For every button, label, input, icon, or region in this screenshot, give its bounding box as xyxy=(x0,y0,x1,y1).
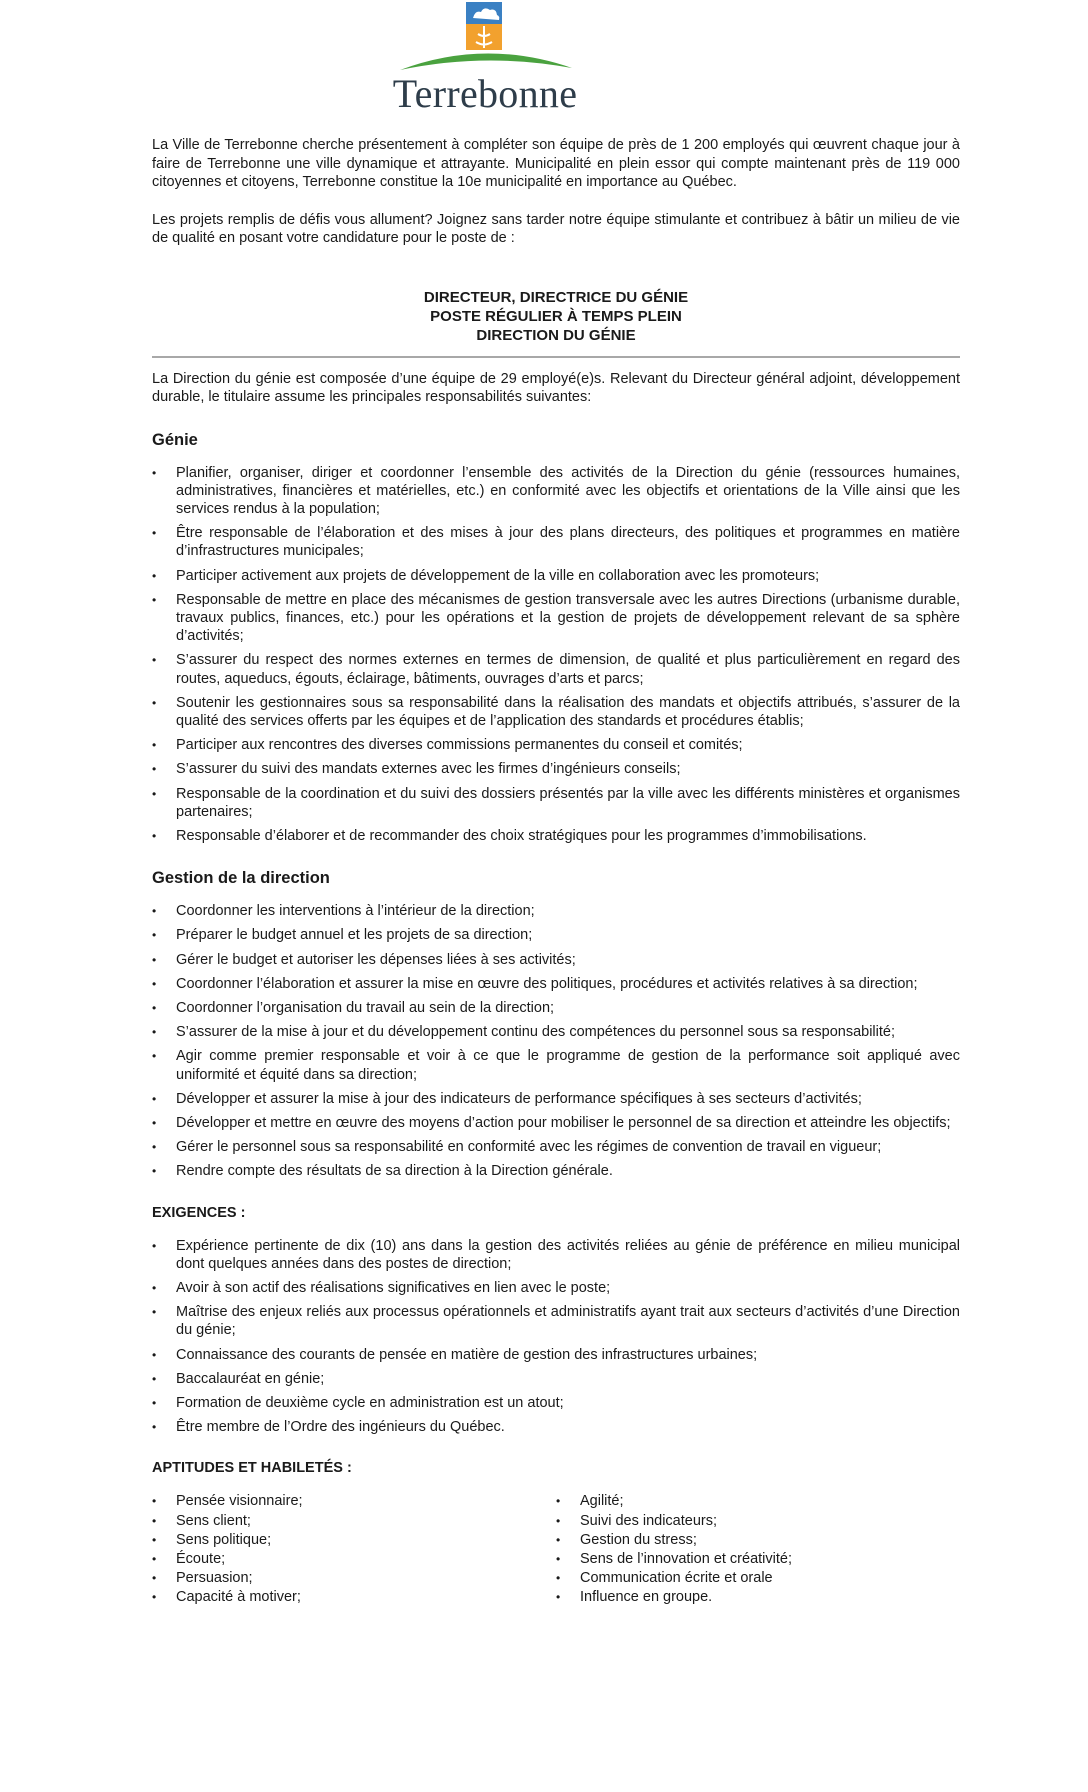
list-item-text: S’assurer du respect des normes externes en termes de dimension, de qualité et plus particulièrement en regard des routes, aqueducs, égouts, éclairage, bâtiments, ouvrages d’arts et parcs; xyxy=(176,652,960,687)
bullet-icon: • xyxy=(152,1000,157,1015)
list-item xyxy=(152,1550,556,1568)
list-item xyxy=(152,1418,960,1436)
bullet-icon: • xyxy=(152,653,157,668)
list-item xyxy=(152,827,960,845)
summary-paragraph: La Direction du génie est composée d’une équipe de 29 employé(e)s. Relevant du Directeur général adjoint, développement durable, le titulaire assume les principales responsabilités suivantes: xyxy=(152,370,960,405)
list-item-text: Persuasion; xyxy=(176,1570,253,1587)
list-item-text: Expérience pertinente de dix (10) ans dans la gestion des activités reliées au génie de préférence en milieu municipal dont quelques années dans des postes de direction; xyxy=(176,1237,960,1272)
list-item-text: Suivi des indicateurs; xyxy=(580,1512,718,1529)
bullet-icon: • xyxy=(556,1494,561,1509)
bullet-icon: • xyxy=(556,1552,561,1567)
list-item-text: Gestion du stress; xyxy=(580,1531,697,1548)
list-item-text: Être membre de l’Ordre des ingénieurs du Québec. xyxy=(176,1419,505,1436)
list-item xyxy=(556,1492,960,1510)
list-item xyxy=(152,1512,556,1530)
bullet-icon: • xyxy=(152,1552,157,1567)
list-item xyxy=(152,651,960,687)
job-title-block xyxy=(152,288,960,345)
list-item-text: Agir comme premier responsable et voir à ce que le programme de gestion de la performance soit appliqué avec uniformité et équité dans sa direction; xyxy=(176,1048,960,1083)
list-item-text: Gérer le personnel sous sa responsabilité en conformité avec les régimes de convention de travail en vigueur; xyxy=(176,1139,882,1156)
job-status: POSTE RÉGULIER À TEMPS PLEIN xyxy=(430,307,682,325)
bullet-icon: • xyxy=(152,1281,157,1295)
list-item xyxy=(152,785,960,821)
bullet-icon: • xyxy=(152,762,157,777)
bullet-icon: • xyxy=(152,1305,157,1320)
list-item-text: Gérer le budget et autoriser les dépenses liées à ses activités; xyxy=(176,951,576,968)
list-item xyxy=(152,1138,960,1156)
genie-list xyxy=(152,464,960,846)
bullet-icon: • xyxy=(152,465,157,480)
bullet-icon: • xyxy=(556,1532,561,1547)
list-item xyxy=(152,1569,556,1587)
list-item-text: S’assurer de la mise à jour et du développement continu des compétences du personnel sous sa responsabilité; xyxy=(176,1024,895,1041)
list-item xyxy=(556,1512,960,1530)
gestion-list xyxy=(152,902,960,1180)
list-item xyxy=(152,694,960,730)
bullet-icon: • xyxy=(152,592,157,607)
list-item-text: Coordonner l’organisation du travail au sein de la direction; xyxy=(176,999,555,1016)
list-item xyxy=(152,760,960,778)
list-item xyxy=(152,1114,960,1132)
list-item xyxy=(556,1550,960,1568)
list-item xyxy=(152,1047,960,1083)
bullet-icon: • xyxy=(152,1494,157,1509)
list-item-text: Participer aux rencontres des diverses commissions permanentes du conseil et comités; xyxy=(176,737,743,754)
bullet-icon: • xyxy=(152,1371,157,1386)
list-item xyxy=(152,975,960,993)
list-item xyxy=(152,567,960,585)
bullet-icon: • xyxy=(152,928,157,943)
list-item xyxy=(152,1394,960,1412)
list-item-text: Avoir à son actif des réalisations significatives en lien avec le poste; xyxy=(176,1280,611,1296)
bullet-icon: • xyxy=(152,1420,157,1435)
bullet-icon: • xyxy=(556,1571,561,1586)
list-item-text: Développer et assurer la mise à jour des indicateurs de performance spécifiques à ses secteurs d’activités; xyxy=(176,1090,862,1107)
list-item xyxy=(152,1023,960,1041)
aptitudes-right-column xyxy=(556,1492,960,1607)
bullet-icon: • xyxy=(556,1590,561,1605)
bullet-icon: • xyxy=(152,1164,157,1179)
aptitudes-left-list xyxy=(152,1492,556,1606)
list-item xyxy=(152,1492,556,1510)
list-item-text: Sens client; xyxy=(176,1512,251,1529)
bullet-icon: • xyxy=(152,1115,157,1130)
list-item-text: Développer et mettre en œuvre des moyens d’action pour mobiliser le personnel de sa direction et atteindre les objectifs; xyxy=(176,1114,951,1131)
bullet-icon: • xyxy=(152,1025,157,1040)
list-item xyxy=(152,951,960,969)
list-item-text: Influence en groupe. xyxy=(580,1589,713,1606)
section-title-genie: Génie xyxy=(152,430,198,449)
list-item-text: Rendre compte des résultats de sa direction à la Direction générale. xyxy=(176,1163,613,1180)
list-item-text: S’assurer du suivi des mandats externes avec les firmes d’ingénieurs conseils; xyxy=(176,761,681,778)
bullet-icon: • xyxy=(152,786,157,801)
list-item xyxy=(152,1531,556,1549)
exigences-list xyxy=(152,1237,960,1437)
intro-paragraph-1: La Ville de Terrebonne cherche présentement à compléter son équipe de près de 1 200 employés qui œuvrent chaque jour à faire de Terrebonne une ville dynamique et attrayante. Municipalité en plein essor qui compte maintenant près de 119 000 citoyennes et citoyens, Terrebonne constitue la 10e municipalité en importance au Québec. xyxy=(152,137,960,190)
list-item xyxy=(152,736,960,754)
list-item xyxy=(556,1588,960,1606)
list-item-text: Préparer le budget annuel et les projets de sa direction; xyxy=(176,927,533,944)
list-item xyxy=(556,1569,960,1587)
bullet-icon: • xyxy=(152,1532,157,1547)
list-item-text: Participer activement aux projets de développement de la ville en collaboration avec les promoteurs; xyxy=(176,567,820,584)
bullet-icon: • xyxy=(152,568,157,583)
list-item-text: Coordonner l’élaboration et assurer la mise en œuvre des politiques, procédures et activités relatives à sa direction; xyxy=(176,975,918,992)
intro-paragraph-2: Les projets remplis de défis vous allument? Joignez sans tarder notre équipe stimulante et contribuez à bâtir un milieu de vie de qualité en posant votre candidature pour le poste de : xyxy=(152,211,960,246)
section-title-gestion: Gestion de la direction xyxy=(152,869,330,888)
section-title-exigences: EXIGENCES : xyxy=(152,1204,246,1221)
list-item-text: Sens politique; xyxy=(176,1531,272,1548)
list-item xyxy=(152,1588,556,1606)
job-department: DIRECTION DU GÉNIE xyxy=(476,326,636,344)
list-item-text: Responsable de la coordination et du suivi des dossiers présentés par la ville avec les différents ministères et organismes partenaires; xyxy=(176,785,960,820)
bullet-icon: • xyxy=(152,1590,157,1605)
terrebonne-logo xyxy=(380,0,590,118)
list-item xyxy=(152,1279,960,1297)
list-item xyxy=(152,1370,960,1388)
bullet-icon: • xyxy=(152,1396,157,1411)
job-title: DIRECTEUR, DIRECTRICE DU GÉNIE xyxy=(423,288,689,306)
list-item xyxy=(152,591,960,646)
list-item-text: Planifier, organiser, diriger et coordonner l’ensemble des activités de la Direction du génie (ressources humaines, administratives, financières et matérielles, etc.) en conformité avec les objectifs et orientations de la Ville ainsi que les services rendus à la population; xyxy=(176,464,960,517)
list-item-text: Agilité; xyxy=(580,1493,624,1510)
list-item xyxy=(152,1346,960,1364)
list-item-text: Être responsable de l’élaboration et des mises à jour des plans directeurs, des politiques et programmes en matière d’infrastructures municipales; xyxy=(176,525,960,560)
aptitudes-left-column xyxy=(152,1492,556,1607)
bullet-icon: • xyxy=(152,1571,157,1586)
list-item-text: Responsable de mettre en place des mécanismes de gestion transversale avec les autres Directions (urbanisme durable, travaux publics, finances, etc.) pour les opérations et la gestion de projets de développement relevant de sa sphère d’activités; xyxy=(176,591,960,645)
list-item xyxy=(152,1162,960,1180)
divider xyxy=(152,356,960,358)
bullet-icon: • xyxy=(152,1049,157,1064)
posting-content xyxy=(152,136,960,1608)
bullet-icon: • xyxy=(152,1347,157,1362)
list-item-text: Pensée visionnaire; xyxy=(176,1493,303,1510)
bullet-icon: • xyxy=(152,828,157,843)
list-item xyxy=(152,926,960,944)
list-item xyxy=(152,1090,960,1108)
list-item-text: Capacité à motiver; xyxy=(176,1589,301,1606)
list-item xyxy=(556,1531,960,1549)
list-item-text: Soutenir les gestionnaires sous sa responsabilité dans la réalisation des mandats et objectifs attribués, s’assurer de la qualité des services offerts par les équipes et de l’application des standards et procédures établis; xyxy=(176,694,960,729)
list-item xyxy=(152,999,960,1017)
list-item-text: Baccalauréat en génie; xyxy=(176,1370,325,1387)
list-item-text: Maîtrise des enjeux reliés aux processus opérationnels et administratifs ayant trait aux secteurs d’activités d’une Direction du génie; xyxy=(176,1304,960,1339)
bullet-icon: • xyxy=(152,1238,157,1253)
bullet-icon: • xyxy=(152,1091,157,1106)
bullet-icon: • xyxy=(152,952,157,967)
bullet-icon: • xyxy=(152,1513,157,1528)
logo-wordmark: Terrebonne xyxy=(392,71,578,116)
aptitudes-columns xyxy=(152,1492,960,1607)
list-item xyxy=(152,1237,960,1273)
list-item xyxy=(152,1303,960,1339)
list-item xyxy=(152,464,960,519)
list-item-text: Connaissance des courants de pensée en matière de gestion des infrastructures urbaines; xyxy=(176,1346,758,1363)
list-item-text: Écoute; xyxy=(176,1551,226,1568)
list-item xyxy=(152,902,960,920)
list-item-text: Sens de l’innovation et créativité; xyxy=(580,1551,792,1568)
bullet-icon: • xyxy=(556,1513,561,1528)
bullet-icon: • xyxy=(152,738,157,753)
list-item-text: Formation de deuxième cycle en administration est un atout; xyxy=(176,1395,564,1412)
list-item-text: Coordonner les interventions à l’intérieur de la direction; xyxy=(176,903,535,920)
list-item xyxy=(152,524,960,560)
bullet-icon: • xyxy=(152,1140,157,1155)
bullet-icon: • xyxy=(152,904,157,919)
bullet-icon: • xyxy=(152,976,157,991)
bullet-icon: • xyxy=(152,695,157,710)
list-item-text: Responsable d’élaborer et de recommander des choix stratégiques pour les programmes d’immobilisations. xyxy=(176,827,867,844)
list-item-text: Communication écrite et orale xyxy=(580,1570,773,1587)
section-title-aptitudes: APTITUDES ET HABILETÉS : xyxy=(152,1460,352,1477)
aptitudes-right-list xyxy=(556,1492,960,1606)
bullet-icon: • xyxy=(152,526,157,541)
